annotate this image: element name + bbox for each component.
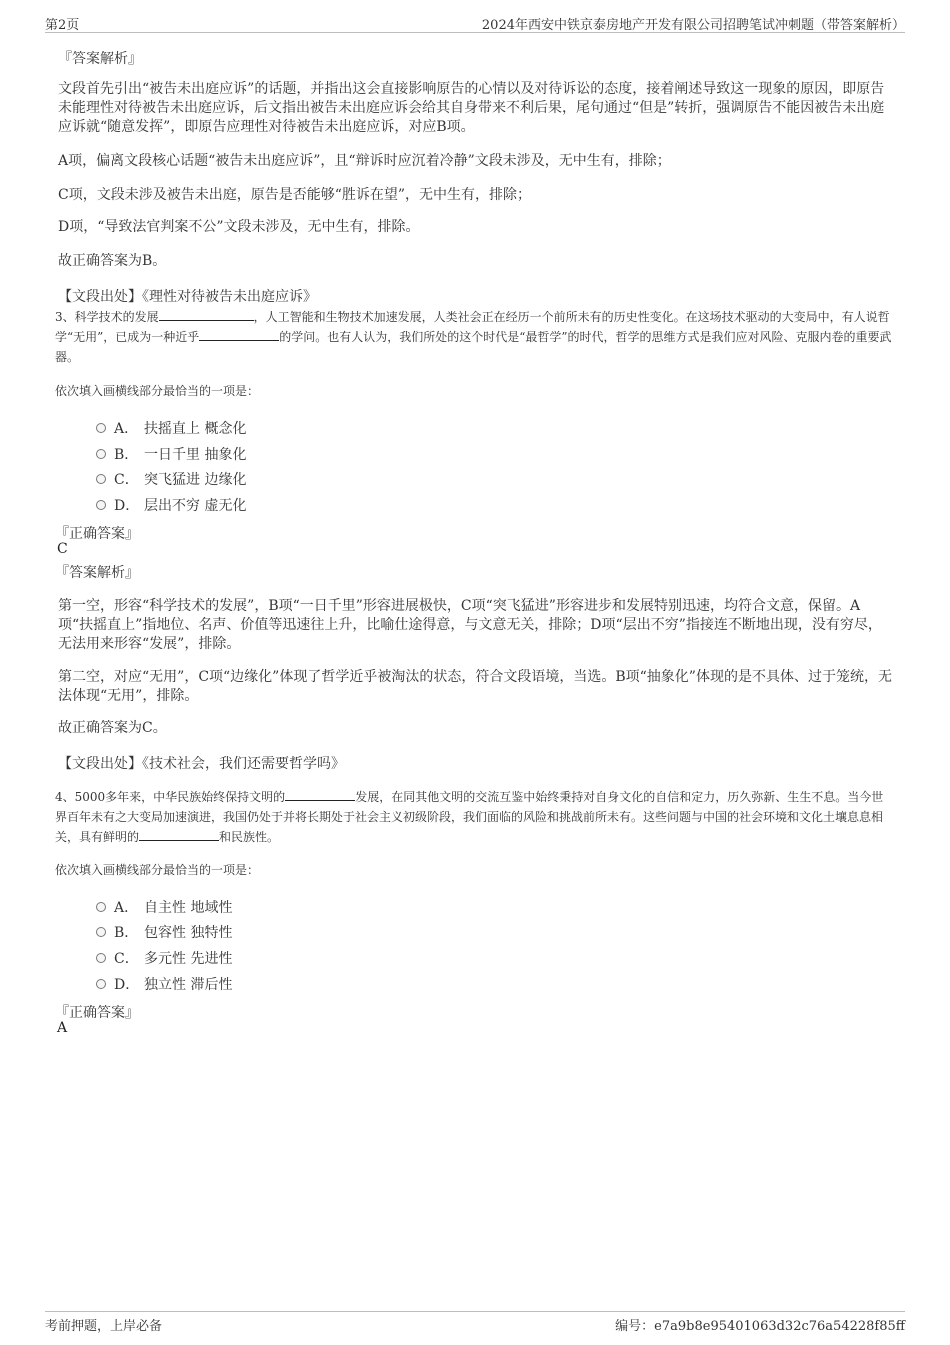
- q3-analysis-para-2: 第二空，对应“无用”，C项“边缘化”体现了哲学近乎被淘汰的状态，符合文段语境，当选。B项“抽象化”体现的是不具体、过于笼统，无法体现“无用”，排除。: [58, 669, 892, 704]
- radio-icon[interactable]: [96, 500, 106, 510]
- q3-blank-2: [199, 340, 279, 341]
- q4-stem-part-2: 发展，在同其他文明的交流互鉴中始终秉持对自身文化的自信和定力，历久弥新、生生不息。当今世界百年未有之大变局加速演进，我国仍处于并将长期处于社会主义初级阶段，我们面临的风险和挑战前所未有。这些问题与中国的社会环境和文化土壤息息相关，具有鲜明的: [55, 790, 884, 844]
- q3-instruction: 依次填入画横线部分最恰当的一项是：: [55, 384, 260, 398]
- option-letter: C．: [114, 951, 139, 967]
- option-text: 突飞猛进 边缘化: [144, 472, 247, 488]
- q2-analysis-para-4: D项，“导致法官判案不公”文段未涉及，无中生有，排除。: [58, 219, 420, 235]
- radio-icon[interactable]: [96, 423, 106, 433]
- radio-icon[interactable]: [96, 474, 106, 484]
- analysis-label: 『答案解析』: [58, 51, 142, 67]
- q4-stem: [55, 787, 895, 847]
- option-letter: B．: [114, 925, 139, 941]
- q4-answer: A: [57, 1020, 68, 1036]
- document-id: 编号：e7a9b8e95401063d32c76a54228f85ff: [615, 1319, 905, 1334]
- analysis-label: 『答案解析』: [55, 565, 139, 581]
- q2-analysis-para-1: 文段首先引出“被告未出庭应诉”的话题，并指出这会直接影响原告的心情以及对待诉讼的态度，接着阐述导致这一现象的原因，即原告未能理性对待被告未出庭应诉，后文指出被告未出庭应诉会给其自身带来不利后果，尾句通过“但是”转折，强调原告不能因被告未出庭应诉就“随意发挥”，即原告应理性对待被告未出庭应诉，对应B项。: [58, 81, 885, 135]
- footer-slogan: 考前押题，上岸必备: [45, 1319, 163, 1334]
- option-letter: A．: [114, 900, 139, 916]
- option-letter: B．: [114, 447, 139, 463]
- option-letter: C．: [114, 472, 139, 488]
- page-footer: [45, 1311, 905, 1334]
- option-text: 扶摇直上 概念化: [144, 421, 247, 437]
- q2-conclusion: 故正确答案为B。: [58, 253, 167, 269]
- source-prefix: 【文段出处】: [58, 756, 142, 772]
- source-prefix: 【文段出处】: [58, 289, 142, 305]
- option-text: 自主性 地域性: [144, 900, 233, 916]
- q3-stem-part-3: 的学问。也有人认为，我们所处的这个时代是“最哲学”的时代，哲学的思维方式是我们应对风险、克服内卷的重要武器。: [55, 330, 892, 364]
- page-number: 第2页: [45, 18, 80, 33]
- radio-icon[interactable]: [96, 902, 106, 912]
- radio-icon[interactable]: [96, 953, 106, 963]
- q3-blank-1: [159, 320, 254, 321]
- option-text: 独立性 滞后性: [144, 977, 233, 993]
- q3-stem-part-1: 3、科学技术的发展: [55, 310, 159, 324]
- option-text: 一日千里 抽象化: [144, 447, 247, 463]
- q4-instruction: 依次填入画横线部分最恰当的一项是：: [55, 863, 260, 877]
- q4-blank-1: [285, 800, 355, 801]
- option-letter: D．: [114, 977, 140, 993]
- q3-conclusion: 故正确答案为C。: [58, 720, 167, 736]
- q3-source: [58, 753, 345, 773]
- q2-analysis-para-3: C项，文段未涉及被告未出庭，原告是否能够“胜诉在望”，无中生有，排除；: [58, 187, 532, 203]
- correct-answer-label: 『正确答案』: [55, 1005, 139, 1021]
- q3-stem-part-2: ，人工智能和生物技术加速发展，人类社会正在经历一个前所未有的历史性变化。在这场技术驱动的大变局中，有人说哲学“无用”，已成为一种近乎: [55, 310, 890, 344]
- option-letter: A．: [114, 421, 139, 437]
- q3-stem: [55, 307, 895, 367]
- radio-icon[interactable]: [96, 927, 106, 937]
- source-title: 《技术社会，我们还需要哲学吗》: [142, 756, 345, 772]
- q2-source: [58, 286, 317, 306]
- option-text: 包容性 独特性: [144, 925, 233, 941]
- option-letter: D．: [114, 498, 140, 514]
- source-title: 《理性对待被告未出庭应诉》: [142, 289, 317, 305]
- q3-analysis-para-1: 第一空，形容“科学技术的发展”，B项“一日千里”形容进展极快，C项“突飞猛进”形容进步和发展特别迅速，均符合文意，保留。A项“扶摇直上”指地位、名声、价值等迅速往上升，比喻仕途得意，与文意无关，排除；D项“层出不穷”指接连不断地出现，没有穷尽，无法用来形容“发展”，排除。: [58, 598, 882, 652]
- q4-blank-2: [139, 840, 219, 841]
- q4-stem-part-1: 4、5000多年来，中华民族始终保持文明的: [55, 790, 286, 804]
- correct-answer-label: 『正确答案』: [55, 526, 139, 542]
- q4-stem-part-3: 和民族性。: [219, 830, 280, 844]
- radio-icon[interactable]: [96, 979, 106, 989]
- radio-icon[interactable]: [96, 449, 106, 459]
- q3-answer: C: [57, 541, 68, 557]
- option-text: 层出不穷 虚无化: [144, 498, 247, 514]
- q2-analysis-para-2: A项，偏离文段核心话题“被告未出庭应诉”，且“辩诉时应沉着冷静”文段未涉及，无中生有，排除；: [58, 153, 671, 169]
- document-title: 2024年西安中铁京泰房地产开发有限公司招聘笔试冲刺题（带答案解析）: [481, 18, 905, 33]
- option-text: 多元性 先进性: [144, 951, 233, 967]
- page-header: [45, 12, 905, 33]
